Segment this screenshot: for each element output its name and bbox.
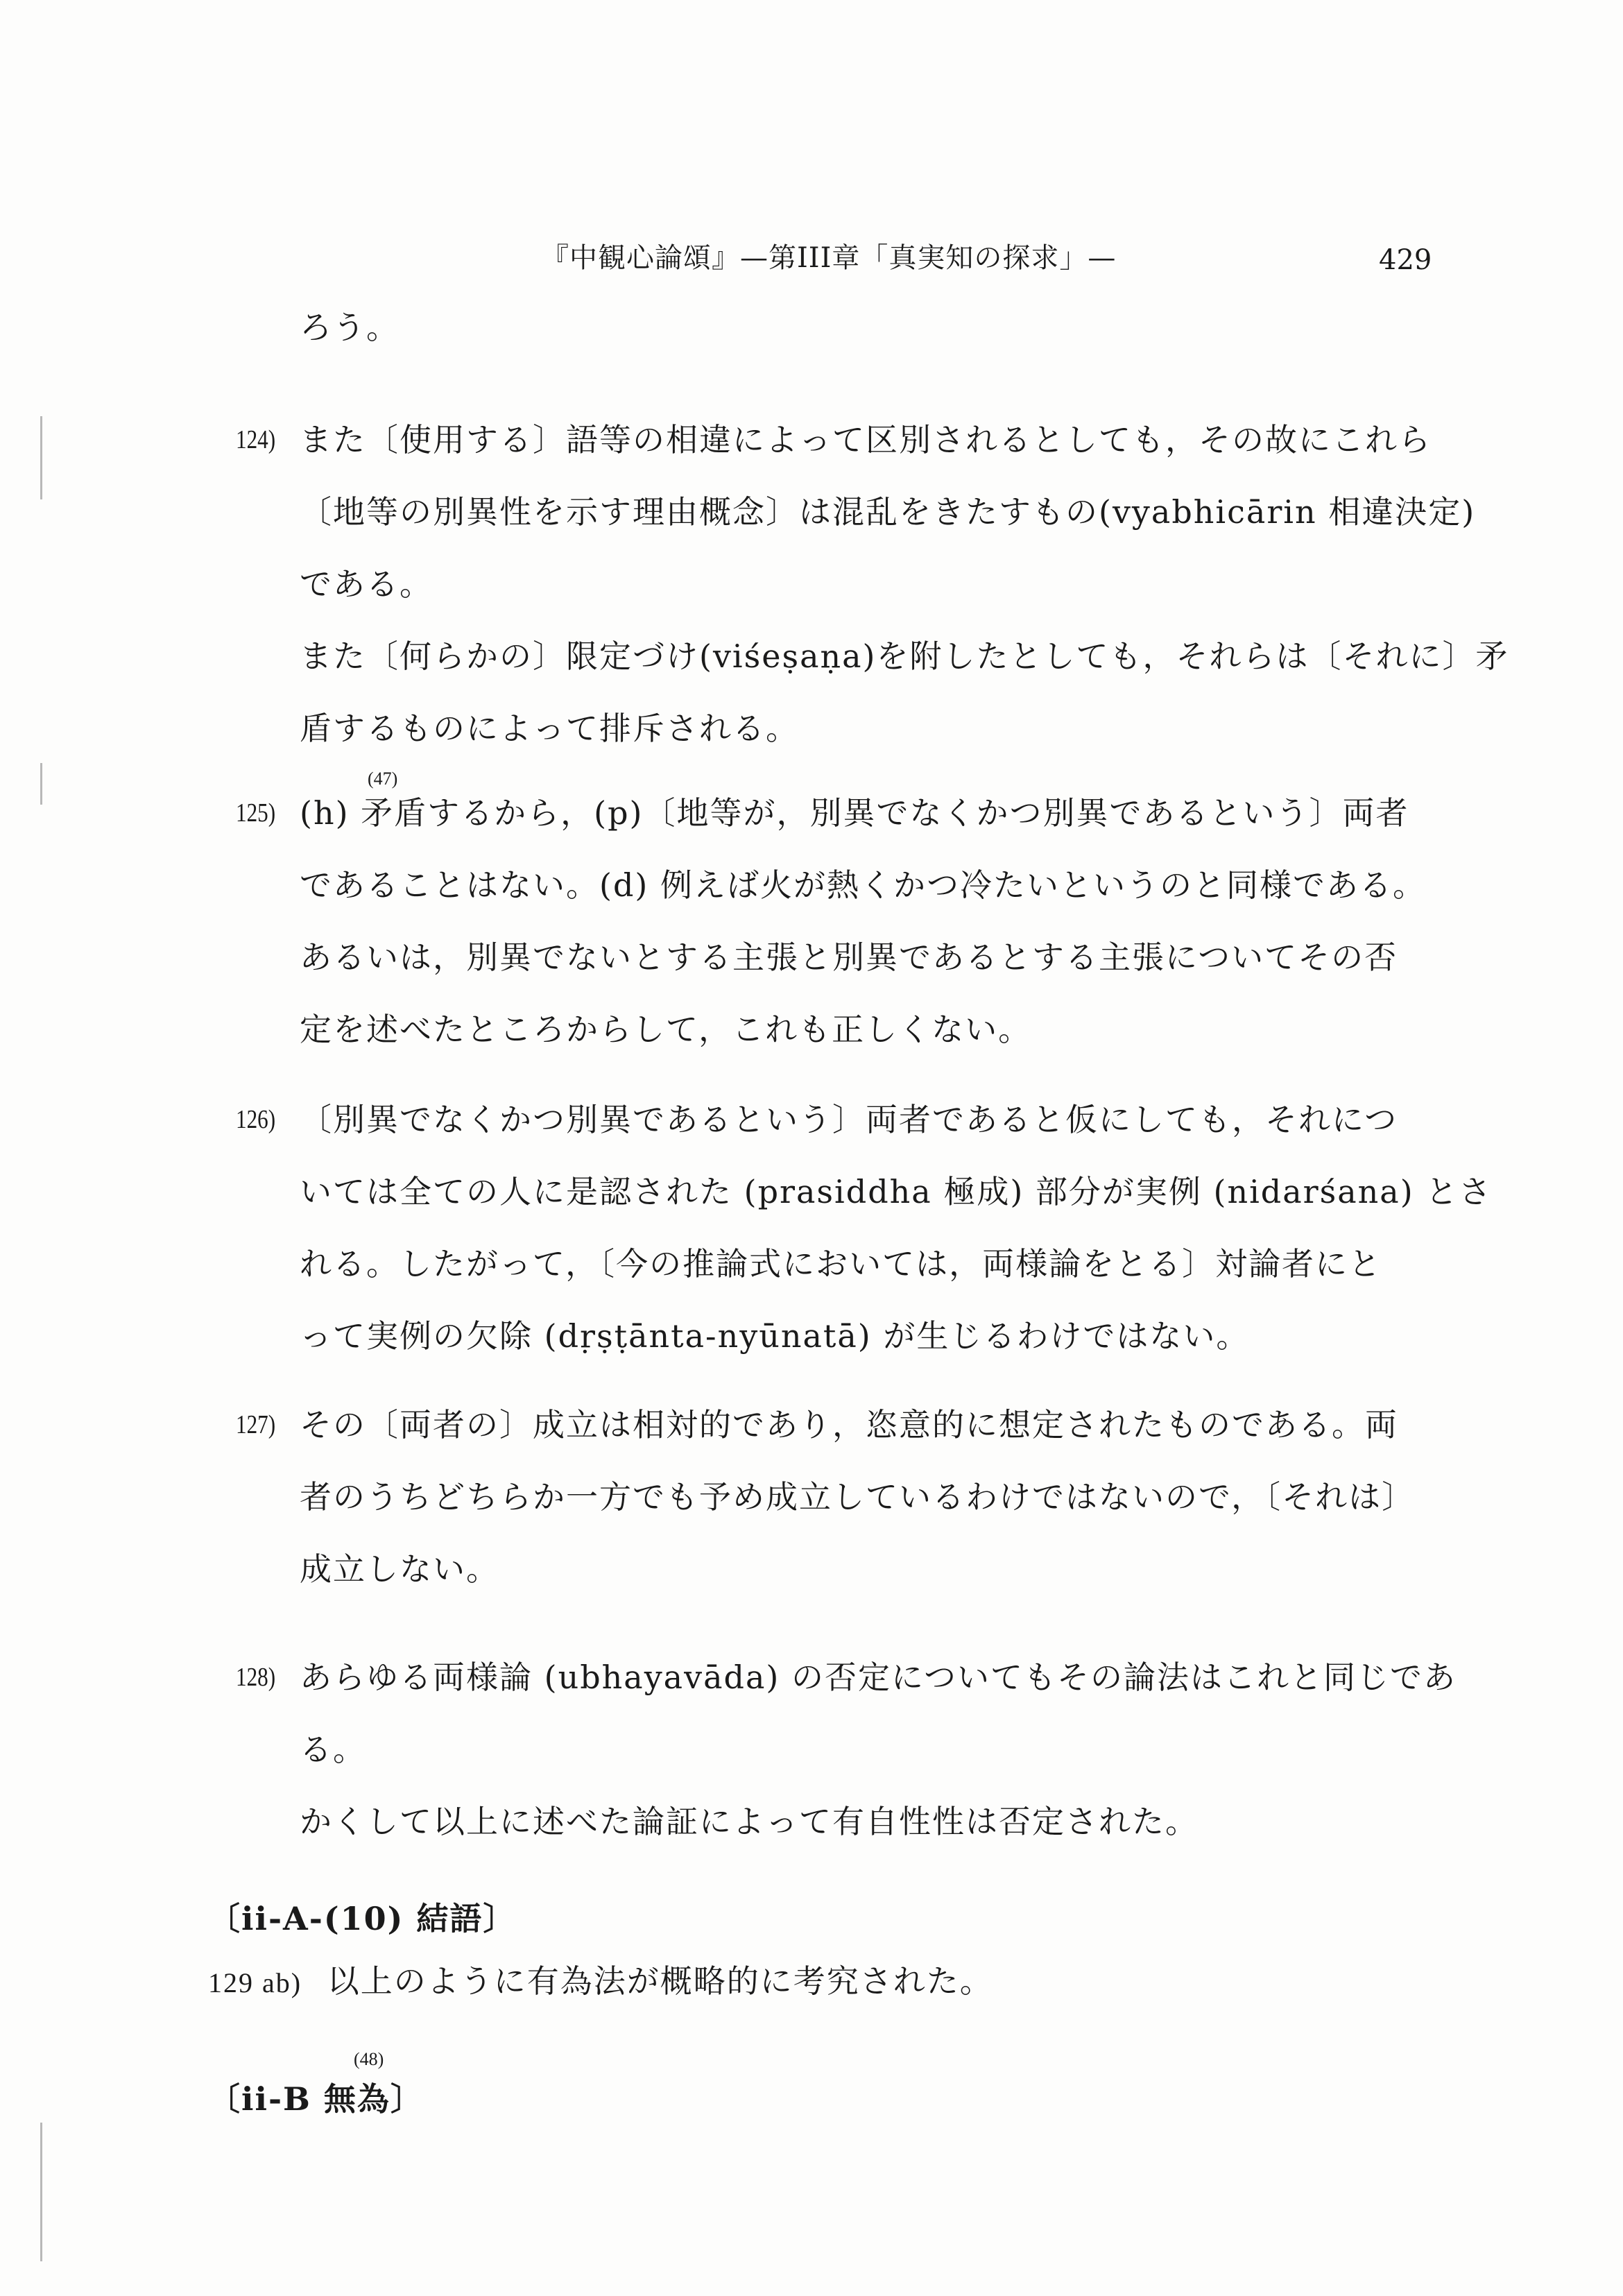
running-title: 『中観心論頌』—第III章「真実知の探求」— [541,242,1117,274]
paragraph-line: 成立しない。 [300,1550,499,1588]
paragraph-line: って実例の欠除 (dṛṣṭānta-nyūnatā) が生じるわけではない。 [300,1317,1250,1355]
paragraph-line: いては全ての人に是認された (prasiddha 極成) 部分が実例 (nidarśana) とさ [300,1173,1493,1210]
paragraph-line: れる。したがって，〔今の推論式においては，両様論をとる〕対論者にと [300,1245,1382,1283]
paragraph-line: また〔何らかの〕限定づけ(viśeṣaṇa)を附したとしても，それらは〔それに〕矛 [300,637,1509,675]
verse-text: 以上のように有為法が概略的に考究された。 [327,1962,993,2000]
paragraph-line: その〔両者の〕成立は相対的であり，恣意的に想定されたものである。両 [300,1406,1398,1443]
paragraph-line: 〔地等の別異性を示す理由概念〕は混乱をきたすもの(vyabhicārin 相違決定) [300,493,1476,531]
paragraph-number: 128) [236,1663,276,1692]
paragraph-line: る。 [300,1731,366,1768]
scan-edge-mark [40,416,42,499]
page-number: 429 [1379,244,1432,276]
paragraph-line: 盾するものによって排斥される。 [300,710,799,747]
paragraph-number: 127) [236,1410,276,1439]
paragraph-number: 124) [236,425,276,454]
footnote-reference: (47) [368,769,398,789]
paragraph-line: である。 [300,565,433,603]
section-heading-unconditioned: 〔ii-B 無為〕 [208,2080,424,2118]
paragraph-line: であることはない。(d) 例えば火が熱くかつ冷たいというのと同様である。 [300,866,1426,904]
footnote-reference: (48) [354,2049,384,2069]
section-heading-conclusion: 〔ii-A-(10) 結語〕 [208,1900,517,1937]
paragraph-line: 〔別異でなくかつ別異であるという〕両者であると仮にしても，それにつ [300,1101,1398,1138]
scan-edge-mark [40,2123,42,2261]
verse-129ab [208,1956,993,2002]
verse-number: 129 ab) [208,1967,302,1998]
scan-edge-mark [40,763,42,805]
paragraph-line: また〔使用する〕語等の相違によって区別されるとしても，その故にこれら [300,421,1432,459]
paragraph-line: かくして以上に述べた論証によって有自性性は否定された。 [300,1803,1199,1840]
paragraph-number: 125) [236,798,276,828]
paragraph-line: あるいは，別異でないとする主張と別異であるとする主張についてその否 [300,939,1398,976]
paragraph-line: あらゆる両様論 (ubhayavāda) の否定についてもその論法はこれと同じであ [300,1659,1457,1696]
paragraph-line: 定を述べたところからして，これも正しくない。 [300,1011,1032,1048]
opening-line: ろう。 [300,309,400,346]
paragraph-line: 者のうちどちらか一方でも予め成立しているわけではないので，〔それは〕 [300,1478,1416,1516]
paragraph-line: (h) 矛盾するから，(p)〔地等が，別異でなくかつ別異であるという〕両者 [300,794,1409,832]
paragraph-number: 126) [236,1105,276,1134]
